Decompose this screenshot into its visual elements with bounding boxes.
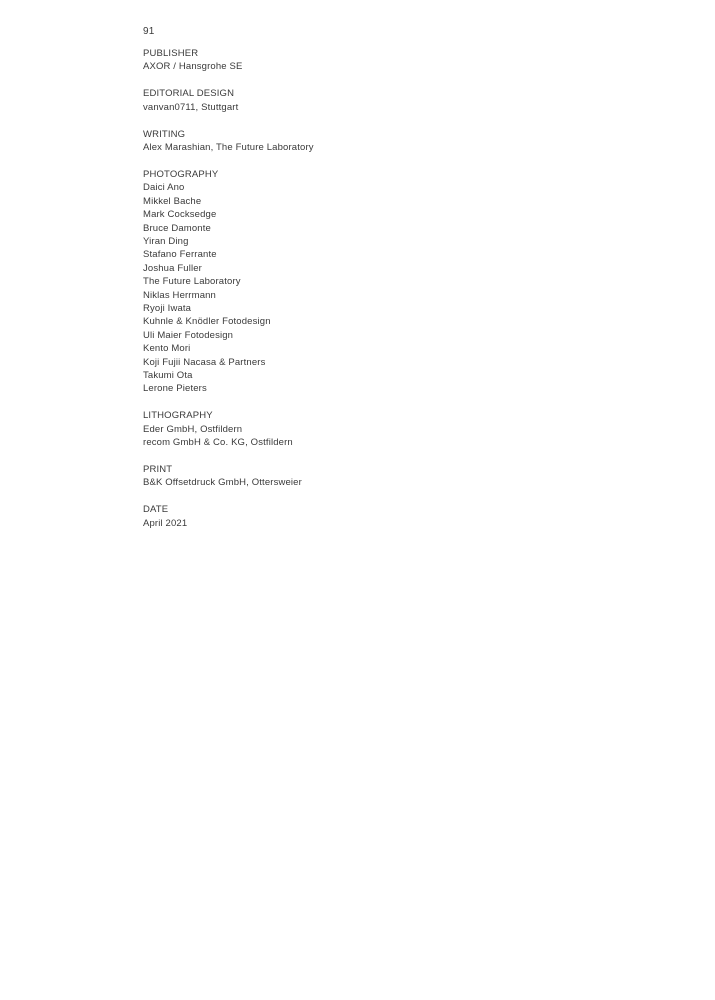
section-line: The Future Laboratory — [143, 276, 241, 288]
section-line: Alex Marashian, The Future Laboratory — [143, 142, 314, 154]
credit-section-print — [143, 463, 643, 490]
section-line: April 2021 — [143, 517, 188, 529]
section-line: Bruce Damonte — [143, 222, 211, 234]
section-line: Ryoji Iwata — [143, 303, 192, 314]
section-line: Eder GmbH, Ostfildern — [143, 423, 243, 435]
section-heading: DATE — [143, 504, 169, 516]
credits-list — [143, 47, 643, 544]
section-line: Takumi Ota — [143, 370, 193, 382]
section-line: Yiran Ding — [143, 235, 189, 247]
credit-section-date — [143, 503, 643, 530]
section-heading: PUBLISHER — [143, 48, 199, 59]
section-line: Joshua Fuller — [143, 262, 202, 274]
credit-section-lithography — [143, 409, 643, 449]
section-line: Lerone Pieters — [143, 383, 207, 395]
section-line: Daici Ano — [143, 182, 185, 194]
section-line: Stafano Ferrante — [143, 249, 217, 261]
section-line: Kuhnle & Knödler Fotodesign — [143, 316, 271, 328]
section-line: Koji Fujii Nacasa & Partners — [143, 356, 266, 368]
page-number: 91 — [143, 26, 155, 37]
credit-section-photography — [143, 168, 643, 396]
credit-section-publisher — [143, 47, 643, 74]
section-heading: LITHOGRAPHY — [143, 410, 213, 422]
credit-section-writing — [143, 128, 643, 155]
section-heading: EDITORIAL DESIGN — [143, 88, 235, 100]
credit-section-editorial-design — [143, 87, 643, 114]
section-line: Uli Maier Fotodesign — [143, 329, 234, 341]
section-line: Kento Mori — [143, 343, 191, 355]
section-heading: WRITING — [143, 128, 186, 140]
section-line: vanvan0711, Stuttgart — [143, 101, 239, 113]
section-line: Niklas Herrmann — [143, 289, 216, 301]
section-heading: PHOTOGRAPHY — [143, 168, 219, 180]
section-heading: PRINT — [143, 464, 173, 476]
section-line: AXOR / Hansgrohe SE — [143, 61, 243, 73]
section-line: Mark Cocksedge — [143, 209, 217, 221]
section-line: recom GmbH & Co. KG, Ostfildern — [143, 437, 293, 449]
section-line: Mikkel Bache — [143, 195, 202, 207]
section-line: B&K Offsetdruck GmbH, Ottersweier — [143, 477, 302, 489]
